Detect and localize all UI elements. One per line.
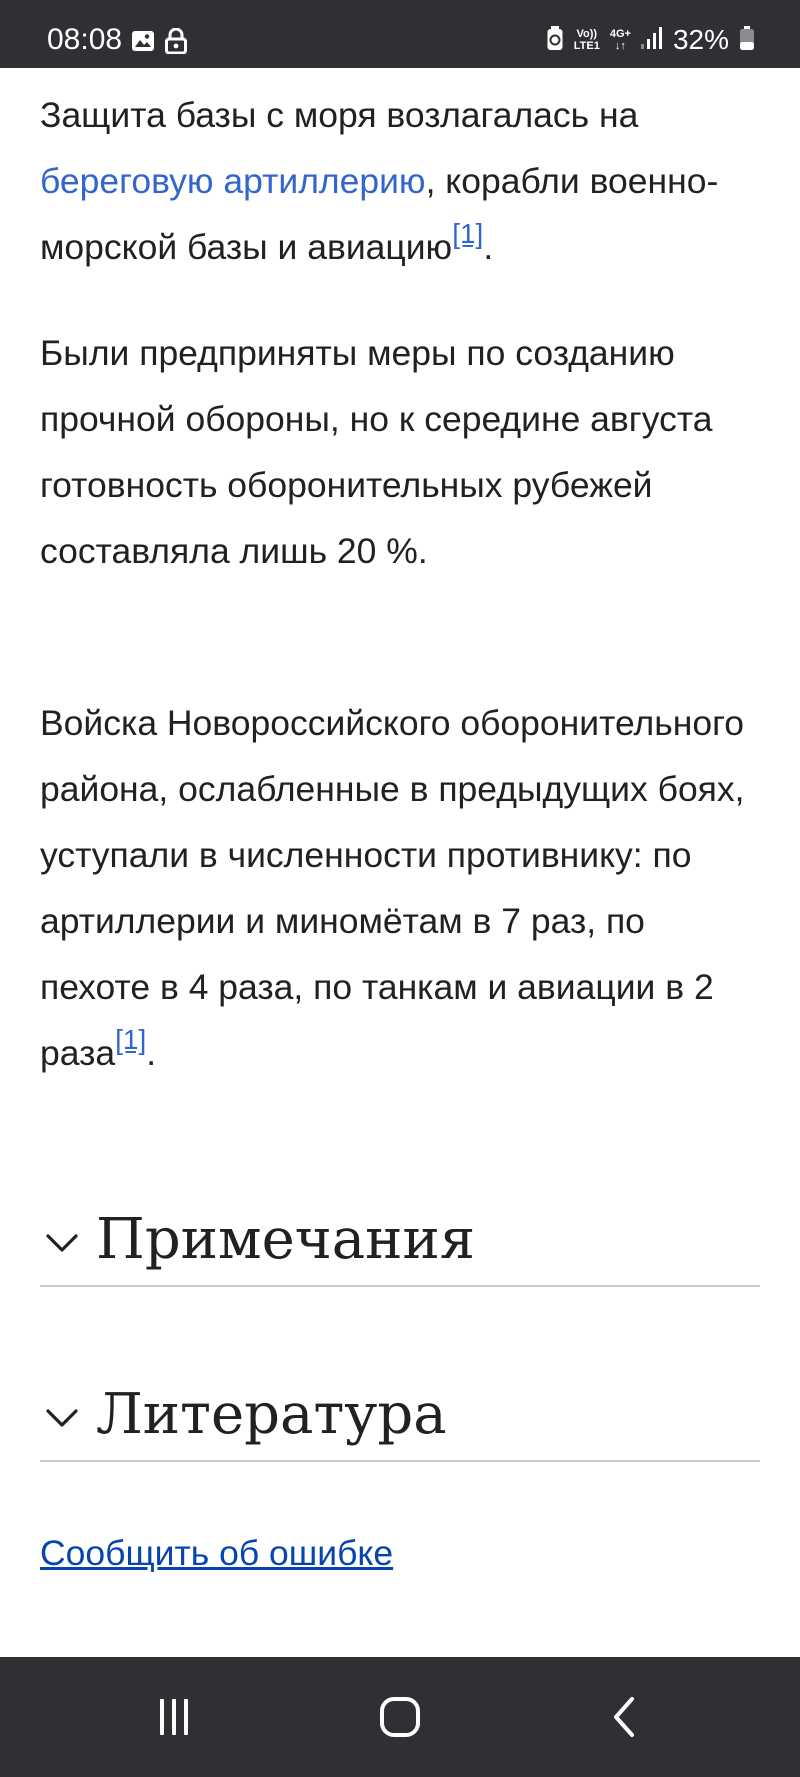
chevron-down-icon bbox=[44, 1400, 80, 1436]
section-notes-header[interactable] bbox=[40, 1195, 760, 1287]
paragraph-defense-readiness: Были предприняты меры по созданию прочной обороны, но к середине августа готовность оборонительных рубежей составляла лишь 20 %. bbox=[40, 333, 713, 571]
system-status-icons bbox=[546, 22, 755, 58]
reference-link[interactable]: [1] bbox=[452, 218, 484, 249]
paragraph-troops: Войска Новороссийского оборонительного района, ослабленные в предыдущих боях, уступали в численности противнику: по артиллерии и миномётам в 7 раз, по пехоте в 4 раза, по танкам и авиации в 2 раза[1]. bbox=[40, 703, 745, 1073]
lock-icon bbox=[165, 28, 187, 59]
section-literature-header[interactable] bbox=[40, 1370, 760, 1462]
navigation-bar bbox=[0, 1657, 800, 1777]
home-icon bbox=[378, 1695, 422, 1739]
section-title: Примечания bbox=[96, 1207, 476, 1272]
back-icon bbox=[604, 1695, 644, 1739]
signal-icon bbox=[641, 26, 663, 55]
recents-button[interactable] bbox=[144, 1687, 204, 1747]
image-icon bbox=[131, 29, 155, 58]
data-type-indicator: 4G+ ↓↑ bbox=[609, 28, 631, 52]
back-button[interactable] bbox=[594, 1687, 654, 1747]
status-time: 08:08 bbox=[47, 23, 123, 56]
status-bar bbox=[0, 0, 800, 68]
home-button[interactable] bbox=[370, 1687, 430, 1747]
paragraph-sea-defense: Защита базы с моря возлагалась на береговую артиллерию, корабли военно-морской базы и авиацию[1]. bbox=[40, 95, 719, 267]
chevron-down-icon bbox=[44, 1225, 80, 1261]
recents-icon bbox=[154, 1697, 194, 1737]
battery-percent: 32% bbox=[672, 24, 729, 55]
notification-icons bbox=[131, 28, 187, 59]
volte-indicator: Vo)) LTE1 bbox=[573, 28, 600, 52]
data-saver-icon bbox=[546, 25, 564, 56]
coastal-artillery-link[interactable]: береговую артиллерию bbox=[40, 161, 426, 201]
report-error-link[interactable]: Сообщить об ошибке bbox=[40, 1533, 394, 1573]
reference-link[interactable]: [1] bbox=[115, 1024, 147, 1055]
article-content bbox=[40, 0, 760, 1655]
section-title: Литература bbox=[96, 1382, 447, 1447]
battery-icon bbox=[739, 25, 755, 56]
